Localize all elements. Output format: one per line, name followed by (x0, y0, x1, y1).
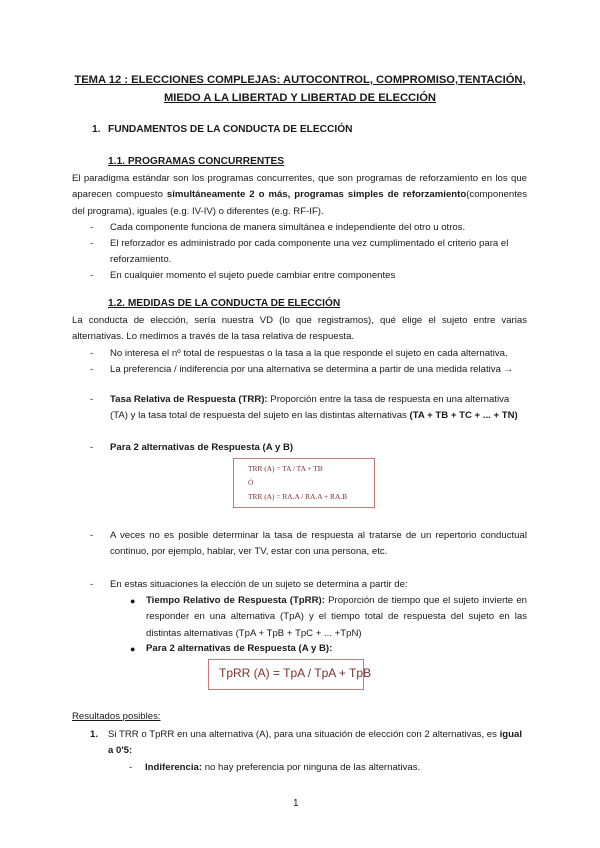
bullet-dot-icon: ● (130, 596, 136, 606)
section-1-2-heading: 1.2. MEDIDAS DE LA CONDUCTA DE ELECCIÓN (108, 298, 341, 309)
formula-line: TRR (A) = RA.A / RA.A + RA.B (248, 492, 348, 501)
two-alternatives-label: Para 2 alternativas de Respuesta (A y B) (110, 442, 294, 453)
two-alternatives-label: Para 2 alternativas de Respuesta (A y B): (146, 643, 333, 654)
trr-formula-image (233, 458, 375, 508)
document-title (70, 71, 530, 107)
dash-bullet: - (90, 238, 94, 249)
formula-line: Ó (248, 478, 254, 487)
list-item (90, 220, 527, 236)
list-item (90, 362, 527, 378)
item-bold: igual a 0'5: (108, 729, 522, 757)
trr-formula: (TA + TB + TC + ... + TN) (409, 410, 518, 422)
dash-bullet: - (90, 270, 94, 281)
dash-bullet: - (90, 394, 94, 405)
item-number: 1. (90, 729, 99, 740)
list-item-text: En cualquier momento el sujeto puede cambiar entre componentes (110, 270, 396, 281)
tprr-definition: Proporción de tiempo que el sujeto invierte en responder en una alternativa (TpA) y el tiempo total de respuesta del sujeto en las distintas alternativas (TpA + TpB + TpC + ... +TpN) (146, 595, 527, 639)
item-text: Si TRR o TpRR en una alternativa (A), para una situación de elección con 2 alternativas, es (108, 729, 500, 740)
list-item (90, 577, 527, 593)
indiferencia-term: Indiferencia: (145, 762, 203, 773)
dash-bullet: - (90, 442, 94, 453)
sub-item (129, 760, 527, 776)
section-1-1-paragraph (72, 171, 527, 220)
bullet-item (130, 641, 527, 657)
dash-bullet: - (90, 364, 94, 375)
dash-bullet: - (129, 762, 133, 773)
dash-bullet: - (90, 530, 94, 541)
section-1-heading (92, 124, 353, 135)
dash-bullet: - (90, 222, 94, 233)
section-1-number: 1. (92, 124, 101, 135)
paragraph-text: (componentes del programa), iguales (e.g. IV-IV) o diferentes (e.g. RF-IF). (72, 189, 528, 217)
list-item (90, 268, 527, 284)
list-item-text: A veces no es posible determinar la tasa de respuesta al tratarse de un repertorio conductual continuo, por ejemplo, hablar, ver TV, estar con una persona, etc. (110, 530, 527, 558)
section-1-2-intro: La conducta de elección, sería nuestra VD (lo que registramos), qué elige el sujeto entre varias alternativas. Lo medimos a través de la tasa relativa de respuesta. (72, 315, 527, 343)
bullet-item (130, 593, 527, 642)
trr-term: Tasa Relativa de Respuesta (TRR): (110, 394, 268, 405)
dash-bullet: - (90, 579, 94, 590)
trr-definition: Proporción entre la tasa de respuesta en una alternativa (TA) y la tasa total de respuesta del sujeto en las distintas alternativas (110, 394, 510, 422)
list-item (90, 528, 527, 561)
list-item-text (110, 440, 527, 456)
list-item (90, 346, 527, 362)
indiferencia-definition: no hay preferencia por ninguna de las alternativas. (202, 762, 421, 773)
list-item-text (110, 392, 527, 425)
formula-line: TpRR (A) = TpA / TpA + TpB (219, 666, 372, 680)
dash-bullet: - (90, 348, 94, 359)
section-1-label: FUNDAMENTOS DE LA CONDUCTA DE ELECCIÓN (108, 124, 353, 135)
list-item (90, 236, 527, 269)
paragraph-text: El paradigma estándar son los programas concurrentes, que son programas de reforzamiento en los que aparecen compuesto (72, 173, 527, 201)
list-item-text: El reforzador es administrado por cada componente una vez cumplimentado el criterio para el reforzamiento. (110, 238, 509, 266)
list-item (90, 392, 527, 425)
tprr-term: Tiempo Relativo de Respuesta (TpRR): (146, 595, 325, 606)
numbered-item-text (108, 727, 527, 760)
list-item (90, 440, 527, 456)
page-number: 1 (293, 798, 299, 809)
sub-item-text (145, 760, 527, 776)
list-item-text: En estas situaciones la elección de un sujeto se determina a partir de: (110, 579, 408, 590)
numbered-item (90, 727, 527, 760)
list-item-text: La preferencia / indiferencia por una alternativa se determina a partir de una medida relativa → (110, 364, 514, 375)
section-1-1-heading: 1.1. PROGRAMAS CONCURRENTES (108, 156, 285, 167)
title-line-2: MIEDO A LA LIBERTAD Y LIBERTAD DE ELECCIÓN (163, 92, 437, 104)
results-heading: Resultados posibles: (72, 711, 161, 722)
bullet-item-text (146, 641, 527, 657)
tprr-formula-image (208, 659, 372, 690)
formula-line: TRR (A) = TA / TA + TB (248, 464, 323, 473)
paragraph-bold: simultáneamente 2 o más, programas simples de reforzamiento (166, 189, 467, 201)
list-item-text: No interesa el nº total de respuestas o la tasa a la que responde el sujeto en cada alternativa. (110, 348, 508, 359)
title-line-1: TEMA 12 : ELECCIONES COMPLEJAS: AUTOCONTROL, COMPROMISO,TENTACIÓN, (74, 74, 526, 86)
bullet-dot-icon: ● (130, 644, 136, 654)
bullet-item-text (146, 593, 527, 642)
list-item-text: Cada componente funciona de manera simultánea e independiente del otro u otros. (110, 222, 466, 233)
